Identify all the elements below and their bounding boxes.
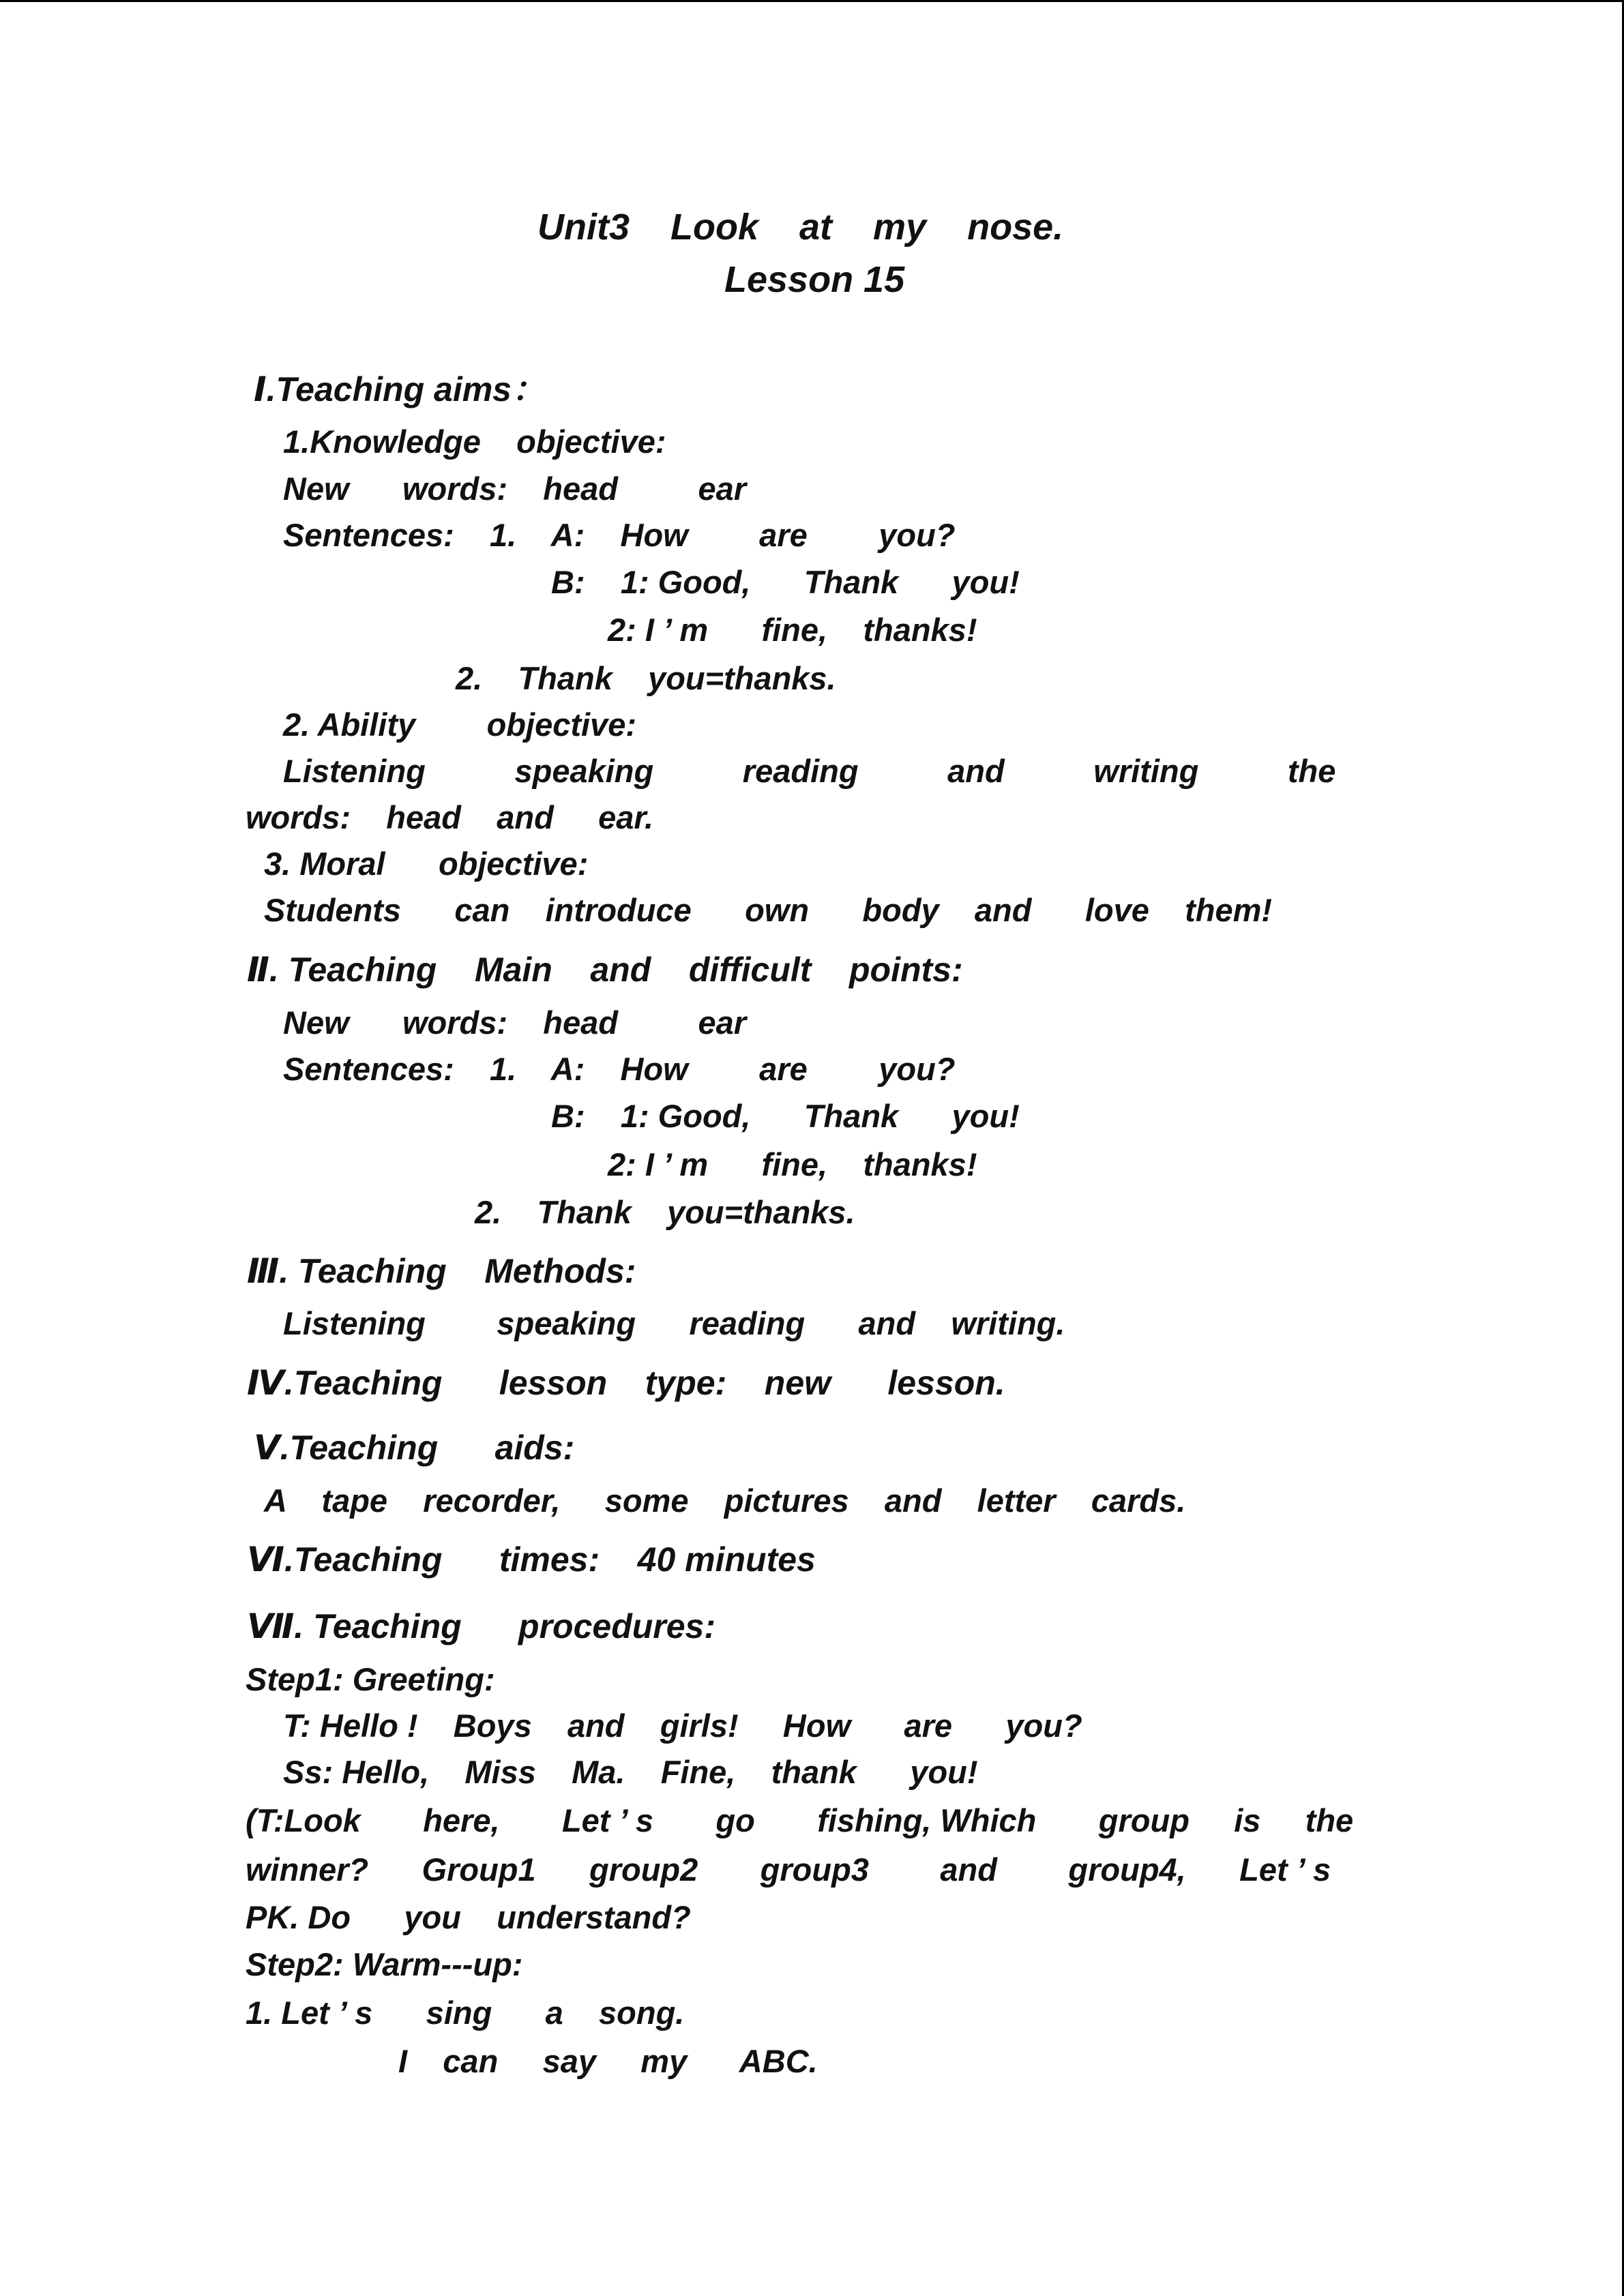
ability-objective: 2. Ability objective: [283,706,636,743]
sentence-b-line-2: B: 1: Good, Thank you! [551,1098,1020,1134]
moral-text-line: Students can introduce own body and love them! [264,892,1273,928]
sentences-line: Sentences: 1. A: How are you? [283,517,956,553]
new-words-line-2: New words: head ear [283,1004,747,1041]
sentences-line-2: Sentences: 1. A: How are you? [283,1051,956,1087]
section-5-heading: Ⅴ.Teaching aids: [254,1429,575,1467]
procedure-paragraph-line-3: PK. Do you understand? [246,1899,691,1935]
sentence-2-line-2: 2. Thank you=thanks. [475,1194,855,1230]
methods-line: Listening speaking reading and writing. [283,1305,1065,1341]
students-greeting-line: Ss: Hello, Miss Ma. Fine, thank you! [283,1754,978,1790]
section-7-heading: Ⅶ. Teaching procedures: [247,1607,716,1645]
sentence-b2-line: 2: I ’ m fine, thanks! [608,612,977,648]
knowledge-objective: 1.Knowledge objective: [283,423,666,460]
procedure-paragraph-line-2: winner? Group1 group2 group3 and group4, Let ’ s [246,1851,1331,1888]
document-subtitle: Lesson 15 [724,259,905,300]
new-words-line: New words: head ear [283,471,747,507]
section-1-heading: Ⅰ.Teaching aims： [254,370,546,408]
teaching-aids-line: A tape recorder, some pictures and letter cards. [264,1482,1186,1519]
step-2-heading: Step2: Warm---up: [246,1946,523,1982]
ability-text-line-2: words: head and ear. [246,799,654,835]
document-title: Unit3 Look at my nose. [537,207,1064,248]
sentence-b2-line-2: 2: I ’ m fine, thanks! [608,1146,977,1182]
moral-objective: 3. Moral objective: [264,846,589,882]
sentence-b-line: B: 1: Good, Thank you! [551,564,1020,600]
section-3-heading: Ⅲ. Teaching Methods: [247,1252,636,1290]
warmup-item-1: 1. Let ’ s sing a song. [246,1995,685,2031]
section-2-heading: Ⅱ. Teaching Main and difficult points: [247,951,963,989]
procedure-paragraph-line-1: (T:Look here, Let ’ s go fishing, Which group is the [246,1802,1354,1838]
warmup-song-title: I can say my ABC. [398,2043,818,2079]
section-4-heading: Ⅳ.Teaching lesson type: new lesson. [247,1364,1005,1402]
step-1-heading: Step1: Greeting: [246,1661,495,1697]
ability-text-line-1: Listening speaking reading and writing the [283,753,1336,789]
teacher-greeting-line: T: Hello ! Boys and girls! How are you? [283,1708,1082,1744]
section-6-heading: Ⅵ.Teaching times: 40 minutes [247,1540,816,1579]
sentence-2-line: 2. Thank you=thanks. [456,660,836,696]
